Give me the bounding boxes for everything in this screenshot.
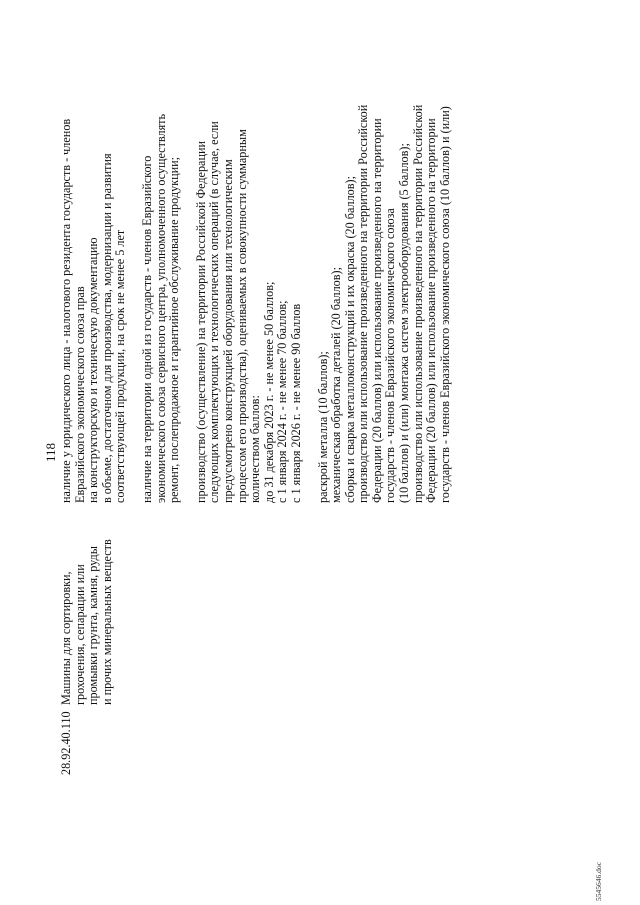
requirement-block — [60, 15, 128, 503]
requirement-line: в объеме, достаточном для производства, модернизации и развития — [99, 153, 114, 503]
requirement-line: Евразийского экономического союза прав — [72, 286, 87, 503]
requirement-line: количеством баллов: — [248, 395, 263, 503]
requirement-line: соответствующей продукции, на срок не менее 5 лет — [113, 229, 128, 503]
document-id: 5545646.doc — [594, 862, 603, 901]
requirement-line: с 1 января 2024 г. - не менее 70 баллов; — [275, 300, 290, 503]
requirement-line: производство (осуществление) на территории Российской Федерации — [193, 140, 208, 503]
requirement-block — [141, 15, 182, 503]
requirement-line: предусмотрено конструкцией оборудования или технологическим — [220, 159, 235, 503]
requirement-line: (10 баллов) и (или) монтажа систем электрооборудования (5 баллов); — [397, 143, 412, 503]
requirement-line: Федерации (20 баллов) или использование произведенного на территории — [369, 118, 384, 503]
product-name-line: Машины для сортировки, — [59, 571, 73, 705]
product-name-line: промывки грунта, камня, руды — [86, 546, 101, 705]
requirement-line: сборка и сварка металлоконструкций и их окраска (20 баллов); — [342, 176, 357, 503]
requirement-line: до 31 декабря 2023 г. - не менее 50 баллов; — [261, 281, 276, 503]
requirement-line: на конструкторскую и техническую документацию — [86, 237, 101, 503]
requirement-line: государств - членов Евразийского экономического союза — [383, 208, 398, 503]
requirement-line: Федерации (20 баллов) или использование произведенного на территории — [424, 118, 439, 503]
requirement-line: механическая обработка деталей (20 баллов); — [329, 267, 344, 503]
page-number: 118 — [43, 442, 58, 463]
requirement-line: наличие у юридического лица - налогового резидента государств - членов — [59, 118, 73, 503]
requirement-line: с 1 января 2026 г. - не менее 90 баллов — [288, 303, 303, 503]
product-name-line: и прочих минеральных веществ — [99, 539, 114, 705]
requirement-line: раскрой металла (10 баллов); — [315, 351, 330, 503]
product-name-line: грохочения, сепарации или — [72, 564, 87, 705]
requirement-block — [195, 15, 304, 503]
requirement-line: процессом его производства), оцениваемых в совокупности суммарным — [234, 129, 249, 503]
requirement-block — [317, 15, 453, 503]
requirement-line: производство или использование произведенного на территории Российской — [410, 104, 425, 503]
product-code: 28.92.40.110 — [59, 711, 73, 775]
requirement-line: ремонт, послепродажное и гарантийное обслуживание продукции; — [167, 156, 182, 503]
requirement-line: государств - членов Евразийского экономического союза (10 баллов) и (или) — [437, 106, 452, 503]
requirements-column — [60, 15, 465, 503]
requirement-line: следующих комплектующих и технологических операций (в случае, если — [207, 121, 222, 503]
requirement-line: экономического союза сервисного центра, уполномоченного осуществлять — [153, 113, 168, 503]
requirement-line: наличие на территории одной из государств - членов Евразийского — [139, 155, 154, 503]
requirement-line: производство или использование произведенного на территории Российской — [356, 104, 371, 503]
